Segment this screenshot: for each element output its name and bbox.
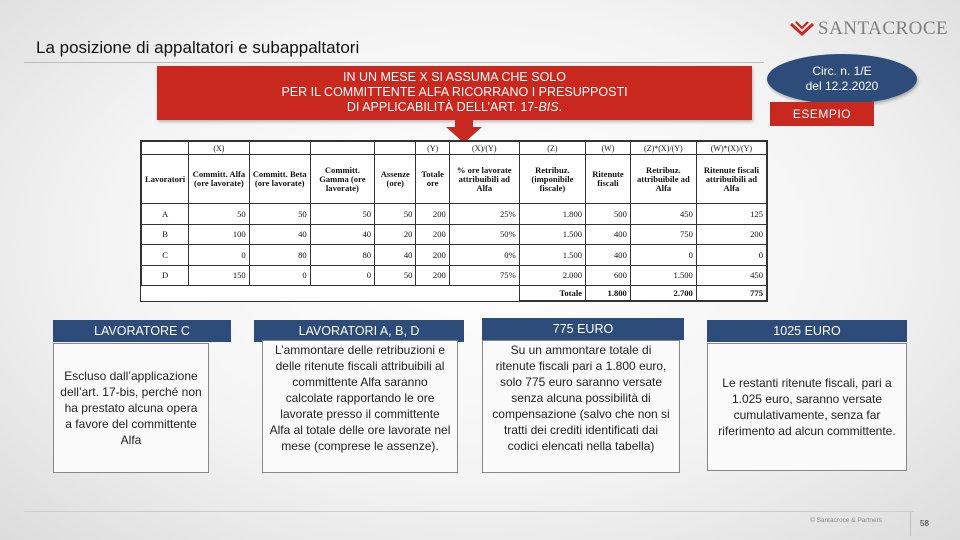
table-cell: 1.500	[630, 265, 696, 286]
letter-cell: (X)/(Y)	[449, 142, 519, 155]
table-cell: 50%	[449, 224, 519, 245]
card-lavoratore-c-title: LAVORATORE C	[53, 320, 231, 342]
banner-line-1: IN UN MESE X SI ASSUMA CHE SOLO	[343, 70, 566, 84]
table-total-row	[142, 286, 767, 301]
banner-line-2: PER IL COMMITTENTE ALFA RICORRANO I PRESUPPOSTI	[281, 85, 628, 99]
total-ritenute: 2.700	[630, 286, 696, 301]
table-cell: 80	[249, 245, 310, 266]
table-cell: 500	[586, 204, 631, 225]
table-cell: 125	[696, 204, 766, 225]
banner-line-3-prefix: DI APPLICABILITÀ DELL’ART. 17-	[346, 100, 539, 114]
table-cell: 200	[416, 204, 449, 225]
table-cell: 50	[189, 204, 250, 225]
table-cell: 0%	[449, 245, 519, 266]
letter-cell: (W)*(X)/(Y)	[696, 142, 766, 155]
card-lavoratore-c-body	[53, 343, 209, 473]
column-header: Totale ore	[416, 155, 449, 204]
logo	[790, 18, 948, 40]
total-retribuzione: 1.800	[586, 286, 631, 301]
column-header: Lavoratori	[142, 155, 189, 204]
example-label: ESEMPIO	[770, 102, 874, 126]
table-cell: 75%	[449, 265, 519, 286]
table-cell: 1.500	[519, 245, 585, 266]
letter-cell-blank	[142, 142, 189, 155]
letter-cell: (W)	[586, 142, 631, 155]
title-divider	[24, 62, 764, 63]
letter-cell	[249, 142, 310, 155]
card-1025-text: Le restanti ritenute fiscali, pari a 1.025 euro, saranno versate cumulativamente, senza far riferimento ad alcun committente.	[718, 376, 896, 438]
table-row	[142, 245, 767, 266]
table-cell: 200	[416, 265, 449, 286]
table-cell: 450	[696, 265, 766, 286]
logo-text: SANTACROCE	[818, 18, 949, 39]
total-spacer	[416, 286, 449, 301]
table-cell: 40	[249, 224, 310, 245]
table-cell: 400	[586, 245, 631, 266]
total-spacer	[249, 286, 310, 301]
column-header: Retribuz. (imponibile fiscale)	[519, 155, 585, 204]
table-cell: 20	[375, 224, 416, 245]
table-cell: 200	[416, 245, 449, 266]
total-spacer	[189, 286, 250, 301]
total-spacer	[449, 286, 519, 301]
table-cell: 25%	[449, 204, 519, 225]
column-header: Retribuz. attribuibile ad Alfa	[630, 155, 696, 204]
table-cell: 50	[375, 204, 416, 225]
assumption-banner	[157, 66, 752, 120]
banner-line-3-suffix: .	[558, 100, 563, 114]
table-cell: 150	[189, 265, 250, 286]
table-cell: 0	[630, 245, 696, 266]
table-cell: 200	[416, 224, 449, 245]
card-1025-body	[707, 343, 907, 471]
column-header: Assenze (ore)	[375, 155, 416, 204]
table-cell: 400	[586, 224, 631, 245]
total-spacer	[375, 286, 416, 301]
table-cell: 0	[310, 265, 374, 286]
logo-mark-icon	[790, 21, 814, 37]
letter-cell: (Y)	[416, 142, 449, 155]
letter-cell: (X)	[189, 142, 250, 155]
total-spacer	[142, 286, 189, 301]
banner-line-3-italic: BIS	[538, 100, 559, 114]
table-row	[142, 224, 767, 245]
table-cell: 50	[310, 204, 374, 225]
column-header: Ritenute fiscali	[586, 155, 631, 204]
slide-title: La posizione di appaltatori e subappaltatori	[36, 38, 360, 57]
card-1025-title: 1025 EURO	[707, 320, 907, 342]
footer-copyright: © Santacroce & Partners	[810, 517, 882, 524]
column-header: Committ. Beta (ore lavorate)	[249, 155, 310, 204]
circular-reference-badge	[767, 54, 917, 104]
total-spacer	[310, 286, 374, 301]
table-cell: B	[142, 224, 189, 245]
calculation-table	[140, 140, 768, 302]
column-header: Committ. Gamma (ore lavorate)	[310, 155, 374, 204]
banner-line-3	[157, 100, 752, 115]
circ-date: del 12.2.2020	[805, 79, 879, 93]
letter-cell: (Z)	[519, 142, 585, 155]
table-cell: 40	[375, 245, 416, 266]
calculation-table-grid	[141, 141, 767, 301]
table-letter-row	[142, 142, 767, 155]
letter-cell: (Z)*(X)/(Y)	[630, 142, 696, 155]
card-775-body	[482, 340, 680, 473]
table-cell: 50	[375, 265, 416, 286]
table-cell: 600	[586, 265, 631, 286]
table-cell: 100	[189, 224, 250, 245]
column-header: Ritenute fiscali attribuibili ad Alfa	[696, 155, 766, 204]
table-cell: 40	[310, 224, 374, 245]
table-cell: 0	[189, 245, 250, 266]
table-cell: 750	[630, 224, 696, 245]
table-cell: 1.500	[519, 224, 585, 245]
card-lavoratori-abd-title: LAVORATORI A, B, D	[254, 320, 464, 342]
table-cell: 80	[310, 245, 374, 266]
total-ritenute-alfa: 775	[696, 286, 766, 301]
table-cell: 450	[630, 204, 696, 225]
column-header: % ore lavorate attribuibili ad Alfa	[449, 155, 519, 204]
card-lavoratore-c-text: Escluso dall’applicazione dell’art. 17-bis, perché non ha prestato alcuna opera a favore del committente Alfa	[60, 369, 202, 447]
letter-cell	[375, 142, 416, 155]
footer-divider	[24, 511, 914, 512]
table-cell: C	[142, 245, 189, 266]
total-label: Totale	[519, 286, 585, 301]
card-lavoratori-abd-body	[262, 340, 458, 473]
page-number: 58	[920, 519, 929, 528]
card-775-text: Su un ammontare totale di ritenute fiscali pari a 1.800 euro, solo 775 euro saranno versate senza alcuna possibilità di compensazione (salvo che non si tratti dei crediti identificati dai codici elencati nella tabella)	[492, 343, 670, 453]
table-cell: A	[142, 204, 189, 225]
letter-cell	[310, 142, 374, 155]
table-cell: 1.800	[519, 204, 585, 225]
table-cell: D	[142, 265, 189, 286]
table-row	[142, 265, 767, 286]
table-cell: 0	[249, 265, 310, 286]
table-row	[142, 204, 767, 225]
column-header: Committ. Alfa (ore lavorate)	[189, 155, 250, 204]
table-header-row	[142, 155, 767, 204]
circ-number: Circ. n. 1/E	[812, 64, 872, 78]
card-775-title: 775 EURO	[482, 318, 684, 340]
footer-separator	[910, 512, 911, 536]
table-cell: 50	[249, 204, 310, 225]
table-cell: 0	[696, 245, 766, 266]
table-cell: 2.000	[519, 265, 585, 286]
card-lavoratori-abd-text: L’ammontare delle retribuzioni e delle ritenute fiscali attribuibili al committente Alfa saranno calcolate rapportando le ore lavorate presso il committente Alfa al totale delle ore lavorate nel mese (comprese le assenze).	[269, 343, 451, 453]
table-cell: 200	[696, 224, 766, 245]
